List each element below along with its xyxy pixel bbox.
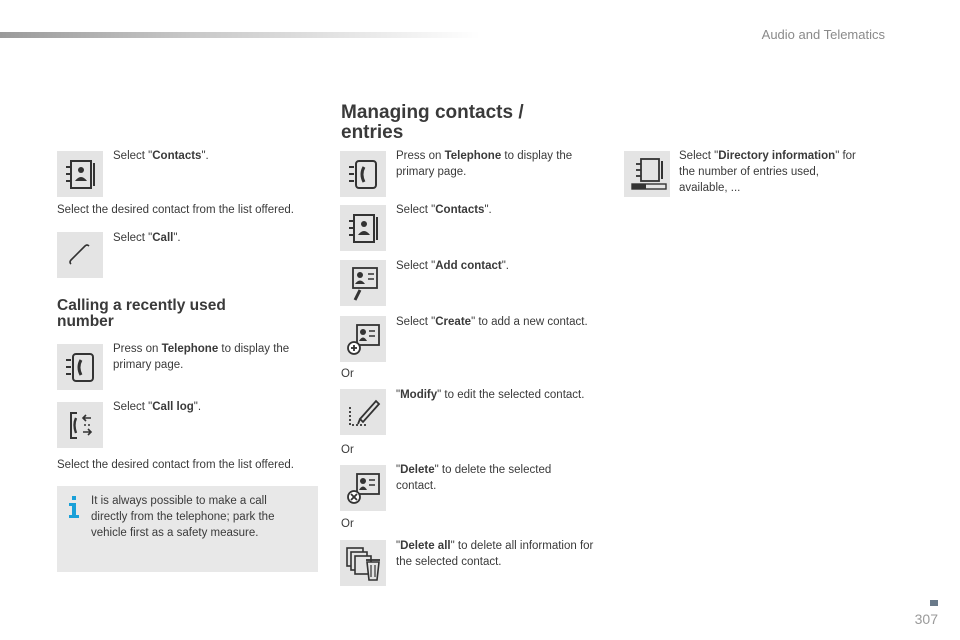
- page-marker: [930, 600, 938, 606]
- delete-instruction: "Delete" to delete the selected contact.: [396, 464, 552, 492]
- call-log-instruction: Select "Call log".: [113, 401, 202, 413]
- or-label-3: Or: [341, 518, 354, 530]
- page-number: 307: [914, 611, 938, 627]
- telephone-icon: [57, 344, 103, 390]
- info-text: It is always possible to make a call directly from the telephone; park the vehicle first as a safety measure.: [91, 495, 275, 539]
- call-icon: [57, 232, 103, 278]
- header-gradient-bar: [0, 32, 480, 38]
- select-desired-contact-text: Select the desired contact from the list offered.: [57, 204, 294, 216]
- telephone-instruction-2: Press on Telephone to display the primary page.: [396, 150, 573, 178]
- modify-instruction: "Modify" to edit the selected contact.: [396, 389, 585, 401]
- or-label-1: Or: [341, 368, 354, 380]
- section-title: Audio and Telematics: [761, 27, 885, 42]
- delete-contact-icon: [340, 465, 386, 511]
- contacts-icon: [57, 151, 103, 197]
- create-contact-icon: [340, 316, 386, 362]
- call-log-icon: [57, 402, 103, 448]
- add-contact-instruction: Select "Add contact".: [396, 260, 509, 272]
- add-contact-icon: [340, 260, 386, 306]
- telephone-instruction: Press on Telephone to display the primary page.: [113, 343, 290, 371]
- delete-all-icon: [340, 540, 386, 586]
- or-label-2: Or: [341, 444, 354, 456]
- modify-icon: [340, 389, 386, 435]
- directory-information-icon: [624, 151, 670, 197]
- managing-contacts-heading: Managing contacts / entries: [341, 102, 524, 143]
- contacts-instruction-2: Select "Contacts".: [396, 204, 492, 216]
- contacts-instruction: Select "Contacts".: [113, 150, 209, 162]
- directory-information-instruction: Select "Directory information" for the number of entries used, available, ...: [679, 150, 856, 194]
- select-desired-contact-text-2: Select the desired contact from the list offered.: [57, 459, 294, 471]
- delete-all-instruction: "Delete all" to delete all information for the selected contact.: [396, 540, 594, 568]
- info-icon: [67, 496, 81, 518]
- call-instruction: Select "Call".: [113, 232, 181, 244]
- create-instruction: Select "Create" to add a new contact.: [396, 316, 588, 328]
- recent-number-heading: Calling a recently used number: [57, 297, 226, 330]
- contacts-icon-2: [340, 205, 386, 251]
- telephone-icon-2: [340, 151, 386, 197]
